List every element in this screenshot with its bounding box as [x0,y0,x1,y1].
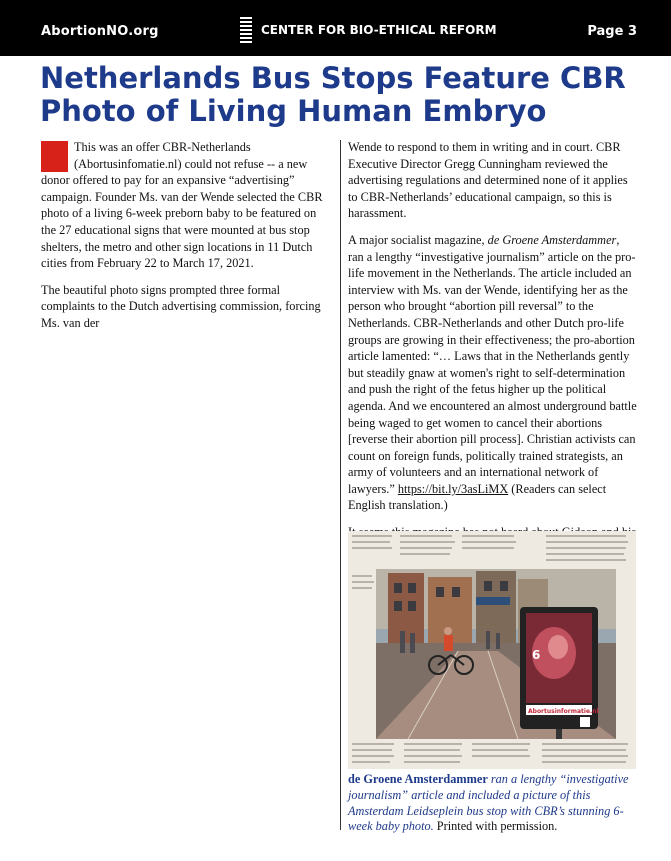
sign-caption: Abortusinformatie.nl [528,708,599,715]
photo-caption [348,772,638,835]
org-name: CENTER FOR BIO-ETHICAL REFORM [261,23,497,37]
org-brand [240,17,497,43]
article-title: Netherlands Bus Stops Feature CBR Photo of Living Human Embryo [40,61,626,128]
sign-number: 6 [532,648,541,662]
right-column [348,139,638,567]
page-header [0,0,671,56]
intro-text: This was an offer CBR-Netherlands (Abortusinfomatie.nl) could not refuse -- a new donor offered to pay for an expansive “advertising” campaign. Founder Ms. van der Wende selected the CBR photo of a living 6-week preborn baby to be featured on the 27 educational signs that were mounted at bus stop shelters, the metro and other sign locations in 11 Dutch cities from February 22 to March 17, 2021. [41,140,323,271]
paragraph-response: Wende to respond to them in writing and in court. CBR Executive Director Gregg Cunningham reviewed the advertising regulations and determined none of it applies to CBR-Netherlands’ educational campaign, so this is harassment. [348,140,628,221]
page-number: Page 3 [587,24,637,39]
bus-stop-photo [348,531,636,769]
caption-text: ran a lengthy “investigative journalism” article and included a picture of this Amsterdam Leidseplein bus stop with CBR’s stunning 6-week baby photo. [348,772,629,834]
paragraph-magazine: A major socialist magazine, de Groene Amsterdammer, ran a lengthy “investigative journalism” article on the pro-life movement in the Netherlands. The article included an interview with Ms. van der Wende, identifying her as the person who brought “abortion pill reversal” to the Netherlands. CBR-Netherlands and other Dutch pro-life groups are growing in their effectiveness; the pro-abortion article lamented: “… Laws that in the Netherlands gently but steadily gnaw at women's right to self-determination and push the right of the fetus higher up the political agenda. And we encountered an almost underground battle being waged to get women to cancel their abortions [reverse their abortion pill process]. Christian activists can count on foreign funds, politically trained strategists, an army of volunteers and an international network of lawyers.” https://bit.ly/3asLiMX (Readers can select English translation.) [348,232,637,513]
caption-publication: de Groene Amsterdammer [348,772,488,786]
paragraph-intro [41,139,326,272]
cbr-logo-icon [240,17,252,43]
paragraph-complaints: The beautiful photo signs prompted three formal complaints to the Dutch advertising commission, forcing Ms. van der [41,282,321,330]
caption-credit: Printed with permission. [433,819,558,834]
article-link[interactable]: https://bit.ly/3asLiMX [397,481,509,496]
magazine-name: de Groene Amsterdammer [487,232,617,247]
left-column [41,139,326,342]
site-name: AbortionNO.org [41,24,159,39]
column-divider [340,140,341,830]
photo-illustration [348,531,636,769]
drop-cap [41,141,68,172]
